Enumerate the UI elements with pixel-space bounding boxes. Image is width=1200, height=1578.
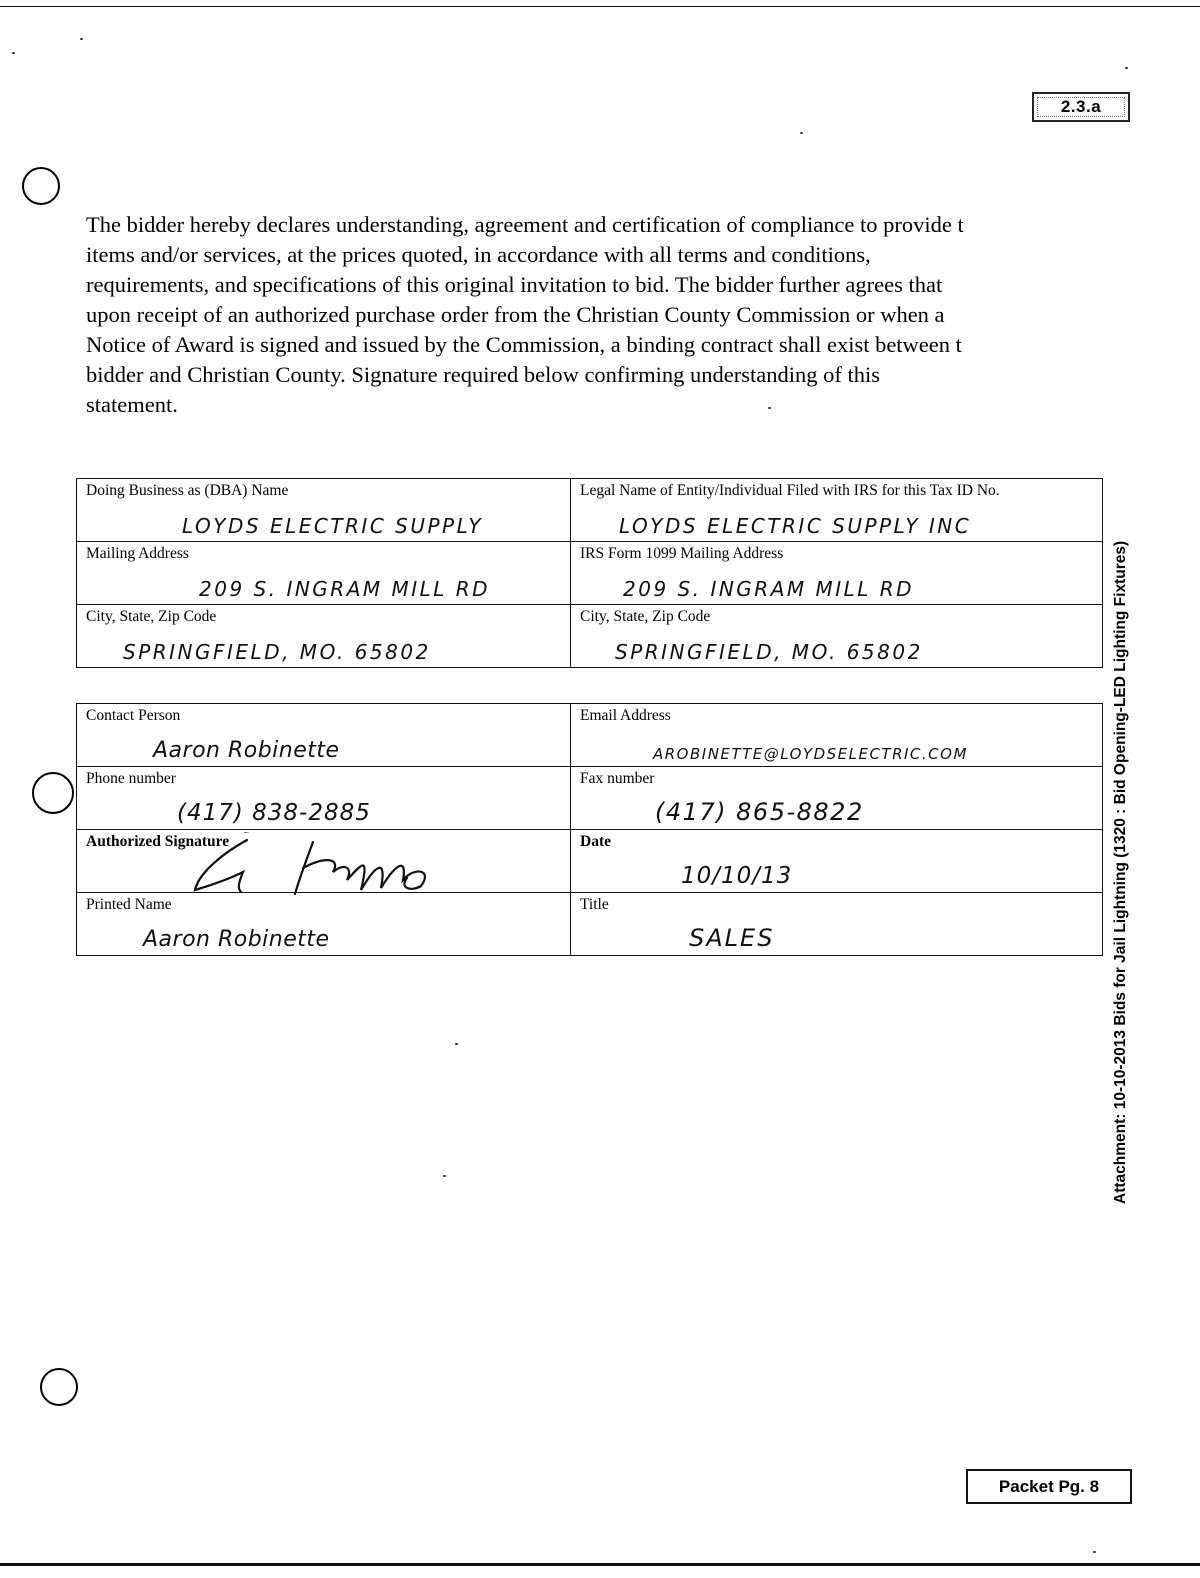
city-state-zip-label: City, State, Zip Code [86, 608, 217, 625]
scan-speck [800, 132, 803, 134]
date-value: 10/10/13 [681, 863, 793, 889]
date-cell [571, 830, 1103, 893]
fax-number-cell [571, 767, 1103, 830]
contact-person-value: Aaron Robinette [153, 738, 340, 763]
date-label: Date [580, 833, 611, 850]
scan-speck [1125, 67, 1128, 69]
contact-person-label: Contact Person [86, 707, 181, 724]
scan-speck [1093, 1551, 1096, 1553]
dba-name-cell [77, 479, 571, 542]
title-cell [571, 893, 1103, 956]
title-value: SALES [689, 924, 775, 952]
printed-name-value: Aaron Robinette [143, 927, 330, 952]
mailing-address-cell [77, 542, 571, 605]
irs-mailing-address-value: 209 S. INGRAM MILL RD [623, 577, 915, 601]
email-address-value: AROBINETTE@LOYDSELECTRIC.COM [653, 745, 968, 763]
contact-info-table [76, 703, 1103, 956]
business-info-table [76, 478, 1103, 668]
handwritten-signature-icon [185, 832, 445, 902]
fax-number-label: Fax number [580, 770, 655, 787]
irs-city-state-zip-value: SPRINGFIELD, MO. 65802 [615, 640, 923, 664]
irs-city-state-zip-cell [571, 605, 1103, 668]
authorized-signature-label: Authorized Signature [86, 833, 230, 850]
irs-mailing-address-cell [571, 542, 1103, 605]
scan-speck [80, 38, 83, 40]
packet-page-box: Packet Pg. 8 [966, 1469, 1132, 1504]
phone-number-value: (417) 838-2885 [177, 800, 371, 826]
dba-name-value: LOYDS ELECTRIC SUPPLY [182, 514, 484, 538]
legal-name-cell [571, 479, 1103, 542]
city-state-zip-value: SPRINGFIELD, MO. 65802 [123, 640, 431, 664]
scan-speck [12, 52, 15, 54]
top-rule [0, 6, 1200, 7]
mailing-address-value: 209 S. INGRAM MILL RD [199, 577, 491, 601]
mailing-address-label: Mailing Address [86, 545, 189, 562]
fax-number-value: (417) 865-8822 [655, 798, 864, 826]
legal-name-label: Legal Name of Entity/Individual Filed with IRS for this Tax ID No. [580, 482, 1000, 499]
bidder-statement: The bidder hereby declares understanding, agreement and certification of compliance to provide t items and/or services, at the prices quoted, in accordance with all terms and conditions, requirements, and specifications of this original invitation to bid. The bidder further agrees that upon receipt of an authorized purchase order from the Christian County Commission or when a Notice of Award is signed and issued by the Commission, a binding contract shall exist between t bidder and Christian County. Signature required below confirming understanding of this statement. [86, 212, 964, 417]
phone-number-cell [77, 767, 571, 830]
contact-person-cell [77, 704, 571, 767]
attachment-side-note: Attachment: 10-10-2013 Bids for Jail Lightning (1320 : Bid Opening-LED Lighting Fixtures) [1112, 540, 1129, 1204]
printed-name-label: Printed Name [86, 896, 172, 913]
binder-hole-icon [22, 167, 60, 205]
city-state-zip-cell [77, 605, 571, 668]
bottom-rule [0, 1563, 1200, 1566]
irs-mailing-address-label: IRS Form 1099 Mailing Address [580, 545, 784, 562]
email-address-label: Email Address [580, 707, 671, 724]
dba-name-label: Doing Business as (DBA) Name [86, 482, 289, 499]
scan-speck [443, 1175, 446, 1177]
scan-speck [455, 1043, 458, 1045]
legal-name-value: LOYDS ELECTRIC SUPPLY INC [619, 514, 972, 538]
binder-hole-icon [32, 772, 74, 814]
binder-hole-icon [40, 1368, 78, 1406]
reference-tag: 2.3.a [1032, 92, 1130, 122]
email-address-cell [571, 704, 1103, 767]
title-label: Title [580, 896, 609, 913]
phone-number-label: Phone number [86, 770, 176, 787]
irs-city-state-zip-label: City, State, Zip Code [580, 608, 711, 625]
